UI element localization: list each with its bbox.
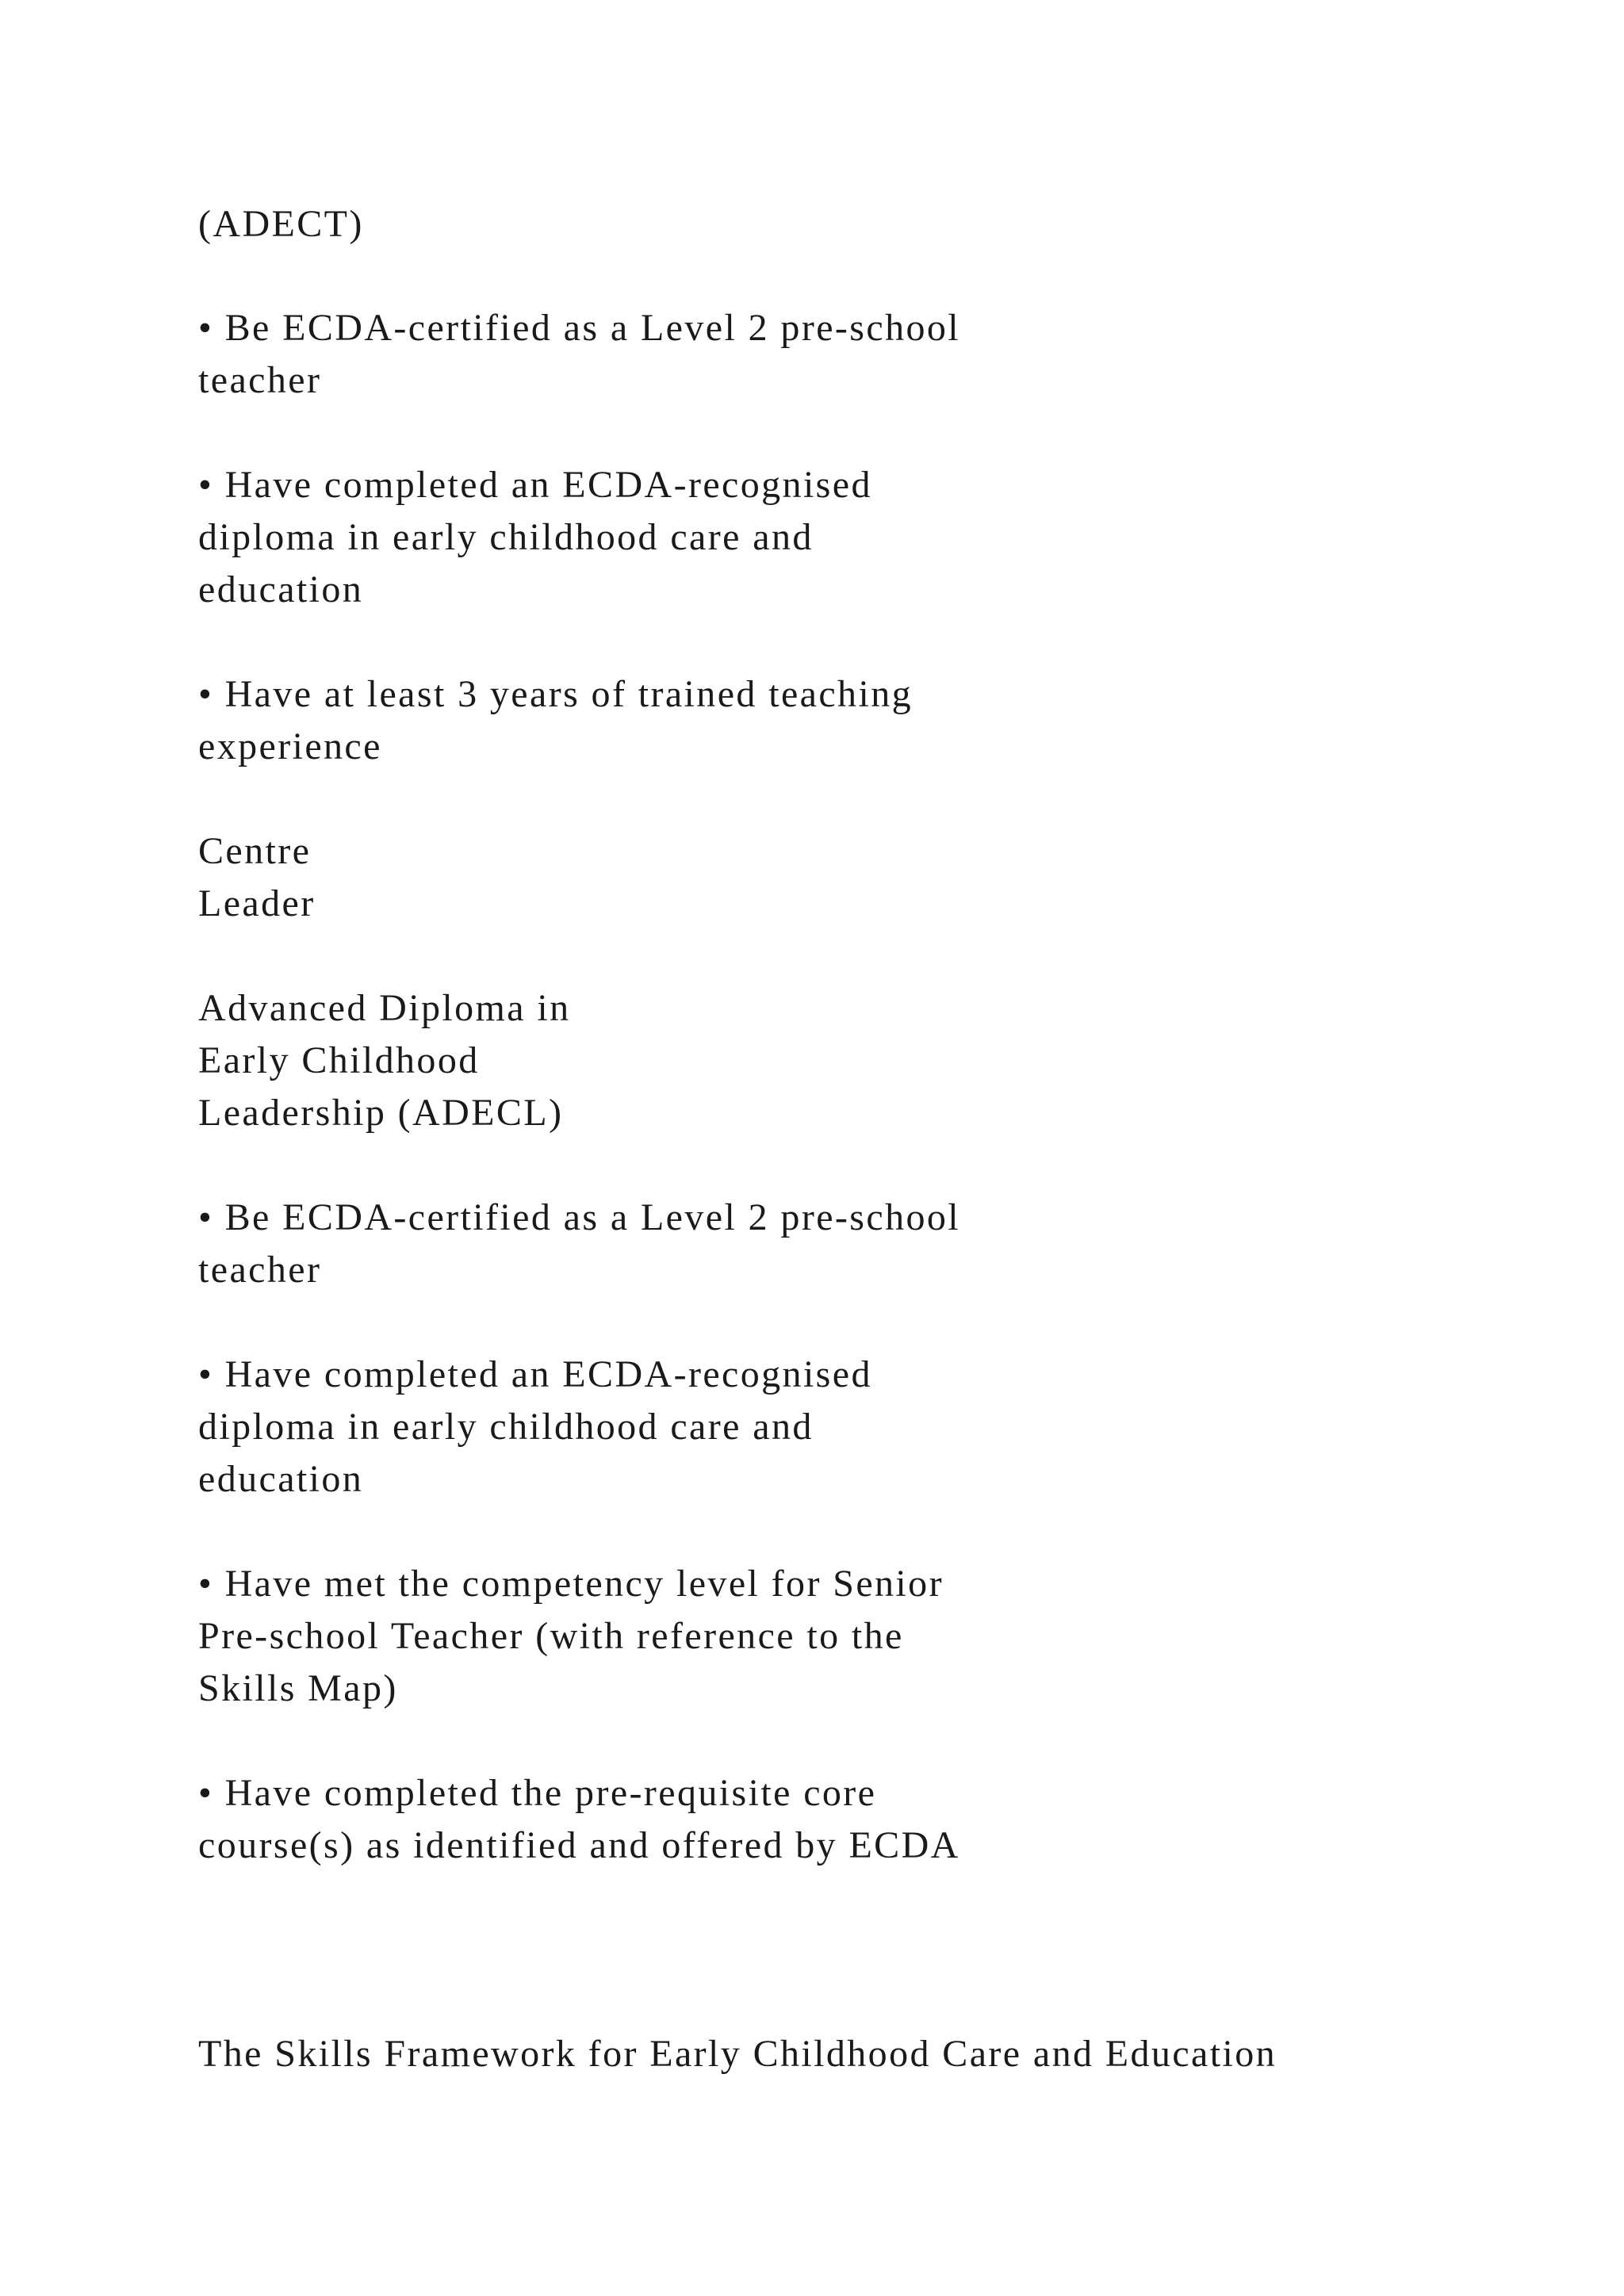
- requirement-line: • Have at least 3 years of trained teaching: [198, 673, 913, 715]
- requirement-line: teacher: [198, 1249, 322, 1291]
- qualification-continuation: (ADECT): [198, 203, 364, 245]
- requirement-line: diploma in early childhood care and: [198, 1406, 814, 1448]
- requirement-line: experience: [198, 725, 382, 767]
- page-footer: The Skills Framework for Early Childhood Care and Education: [198, 2033, 1277, 2075]
- qualification-line: Advanced Diploma in: [198, 987, 571, 1029]
- requirement-line: • Be ECDA-certified as a Level 2 pre-school: [198, 307, 961, 349]
- requirement-line: • Have completed an ECDA-recognised: [198, 1353, 872, 1395]
- requirement-line: Skills Map): [198, 1667, 398, 1709]
- role-title-line: Leader: [198, 882, 316, 924]
- requirement-line: Pre-school Teacher (with reference to the: [198, 1615, 904, 1657]
- requirement-line: course(s) as identified and offered by ECDA: [198, 1824, 960, 1866]
- requirement-line: • Have completed an ECDA-recognised: [198, 464, 872, 506]
- requirement-line: • Have completed the pre-requisite core: [198, 1772, 877, 1814]
- requirement-line: diploma in early childhood care and: [198, 516, 814, 558]
- requirement-line: education: [198, 568, 364, 610]
- requirement-line: • Be ECDA-certified as a Level 2 pre-school: [198, 1196, 961, 1238]
- requirement-line: • Have met the competency level for Senior: [198, 1563, 944, 1605]
- role-title-line: Centre: [198, 830, 312, 872]
- requirement-line: teacher: [198, 359, 322, 401]
- requirement-line: education: [198, 1458, 364, 1500]
- qualification-line: Leadership (ADECL): [198, 1092, 564, 1134]
- qualification-line: Early Childhood: [198, 1039, 480, 1081]
